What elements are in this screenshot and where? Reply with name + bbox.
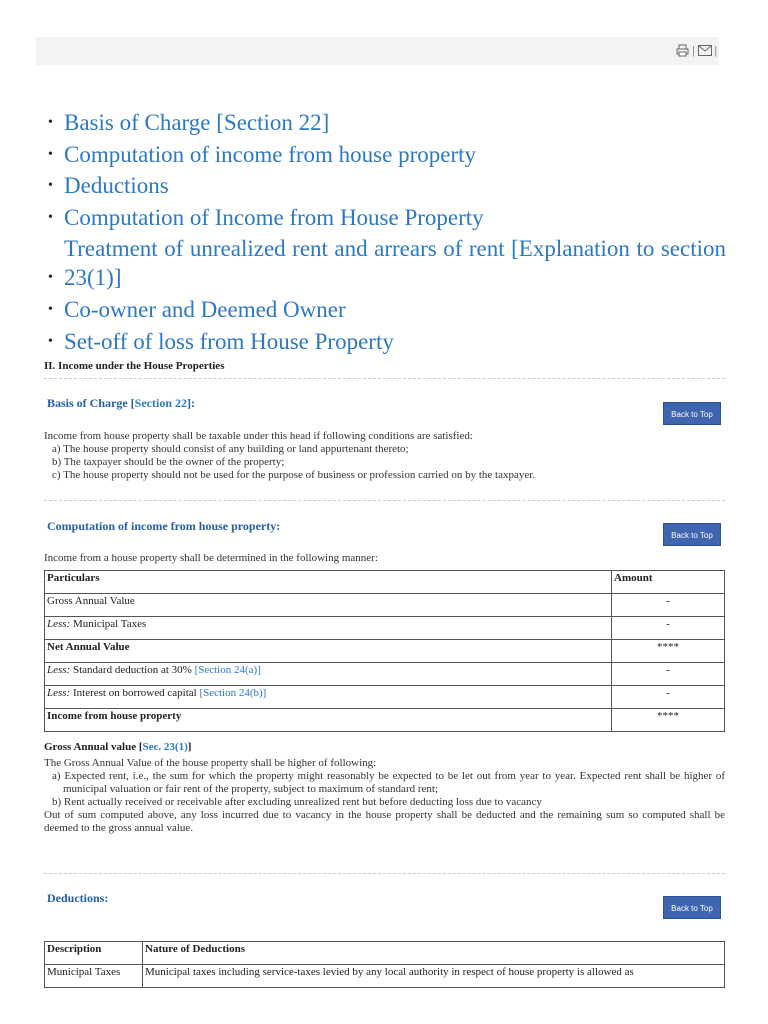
row-amount: - [612, 686, 725, 709]
row-text: Standard deduction at 30% [70, 664, 195, 676]
gav-outro: Out of sum computed above, any loss incurred due to vacancy in the house property shall be deducted and the remaining sum so computed shall be deemed to the gross annual value. [44, 809, 725, 834]
section-24b-link[interactable]: [Section 24(b)] [199, 687, 267, 699]
table-of-contents [44, 108, 726, 358]
row-prefix: Less: [47, 664, 71, 676]
row-amount: - [612, 663, 725, 686]
top-toolbar [36, 37, 719, 65]
col-amount: Amount [612, 571, 725, 594]
gav-item-b: b) Rent actually received or receivable after excluding unrealized rent but before deducting loss due to vacancy [52, 796, 542, 808]
row-nature: Municipal taxes including service-taxes levied by any local authority in respect of house property is allowed as [143, 965, 725, 988]
col-nature: Nature of Deductions [143, 942, 725, 965]
section-title: II. Income under the House Properties [44, 360, 225, 372]
toolbar-separator: | [714, 43, 717, 57]
toc-link-set-off-loss[interactable]: • Set-off of loss from House Property [44, 327, 726, 356]
toc-link-unrealized-rent[interactable]: • Treatment of unrealized rent and arrears of rent [Explanation to section 23(1)] [44, 234, 726, 292]
gav-heading-text: Gross Annual value [ [44, 741, 143, 753]
basis-heading-text: Basis of Charge [ [47, 396, 135, 410]
back-to-top-button[interactable]: Back to Top [663, 523, 721, 546]
row-text: Municipal Taxes [70, 618, 147, 630]
table-row [45, 709, 725, 732]
row-prefix: Less: [47, 618, 71, 630]
row-label [45, 617, 612, 640]
table-row [45, 617, 725, 640]
row-amount: **** [612, 640, 725, 663]
back-to-top-button[interactable]: Back to Top [663, 896, 721, 919]
sec-23-1-link[interactable]: Sec. 23(1) [142, 741, 188, 753]
printer-icon[interactable] [676, 44, 689, 57]
computation-table [44, 570, 725, 732]
basis-heading [47, 396, 195, 411]
toolbar-tools [676, 43, 717, 58]
toc-link-computation-income[interactable]: • Computation of Income from House Property [44, 203, 726, 232]
divider [44, 500, 725, 501]
row-label [45, 686, 612, 709]
section-22-link[interactable]: Section 22 [134, 396, 188, 410]
row-prefix: Less: [47, 687, 71, 699]
table-row [45, 686, 725, 709]
table-row [45, 965, 725, 988]
basis-item-a: a) The house property should consist of any building or land appurtenant thereto; [52, 443, 409, 455]
row-description: Municipal Taxes [45, 965, 143, 988]
row-label [45, 663, 612, 686]
envelope-icon[interactable] [698, 45, 712, 56]
gav-item-a: a) Expected rent, i.e., the sum for which the property might reasonably be expected to be let out from year to year. Expected rent shall be higher of municipal valuation or fair rent of the property, subject to maximum of standard rent; [52, 770, 725, 795]
table-header-row [45, 571, 725, 594]
row-label: Gross Annual Value [45, 594, 612, 617]
table-header-row [45, 942, 725, 965]
divider [44, 873, 725, 874]
deductions-table [44, 941, 725, 988]
divider [44, 378, 725, 379]
gav-intro: The Gross Annual Value of the house property shall be higher of following: [44, 757, 377, 769]
basis-item-c: c) The house property should not be used for the purpose of business or profession carried on by the taxpayer. [52, 469, 536, 481]
row-label: Net Annual Value [45, 640, 612, 663]
gav-body [44, 757, 725, 835]
row-amount: **** [612, 709, 725, 732]
basis-item-b: b) The taxpayer should be the owner of the property; [52, 456, 285, 468]
deductions-heading: Deductions: [47, 891, 109, 905]
row-amount: - [612, 617, 725, 640]
row-text: Interest on borrowed capital [70, 687, 200, 699]
row-label: Income from house property [45, 709, 612, 732]
computation-intro: Income from a house property shall be determined in the following manner: [44, 552, 378, 564]
computation-heading: Computation of income from house property: [47, 519, 281, 533]
table-row [45, 640, 725, 663]
gav-heading [44, 741, 191, 753]
table-row [45, 663, 725, 686]
row-amount: - [612, 594, 725, 617]
basis-intro: Income from house property shall be taxable under this head if following conditions are satisfied: [44, 430, 473, 442]
basis-heading-end: ]: [187, 396, 196, 410]
toc-link-co-owner[interactable]: • Co-owner and Deemed Owner [44, 295, 726, 324]
toolbar-separator: | [692, 43, 695, 57]
toc-link-computation[interactable]: • Computation of income from house property [44, 140, 726, 169]
toc-link-basis-of-charge[interactable]: • Basis of Charge [Section 22] [44, 108, 726, 137]
col-particulars: Particulars [45, 571, 612, 594]
col-description: Description [45, 942, 143, 965]
toc-link-deductions[interactable]: • Deductions [44, 171, 726, 200]
gav-heading-end: ] [187, 741, 192, 753]
back-to-top-button[interactable]: Back to Top [663, 402, 721, 425]
basis-body [44, 430, 724, 482]
section-24a-link[interactable]: [Section 24(a)] [194, 664, 261, 676]
table-row [45, 594, 725, 617]
